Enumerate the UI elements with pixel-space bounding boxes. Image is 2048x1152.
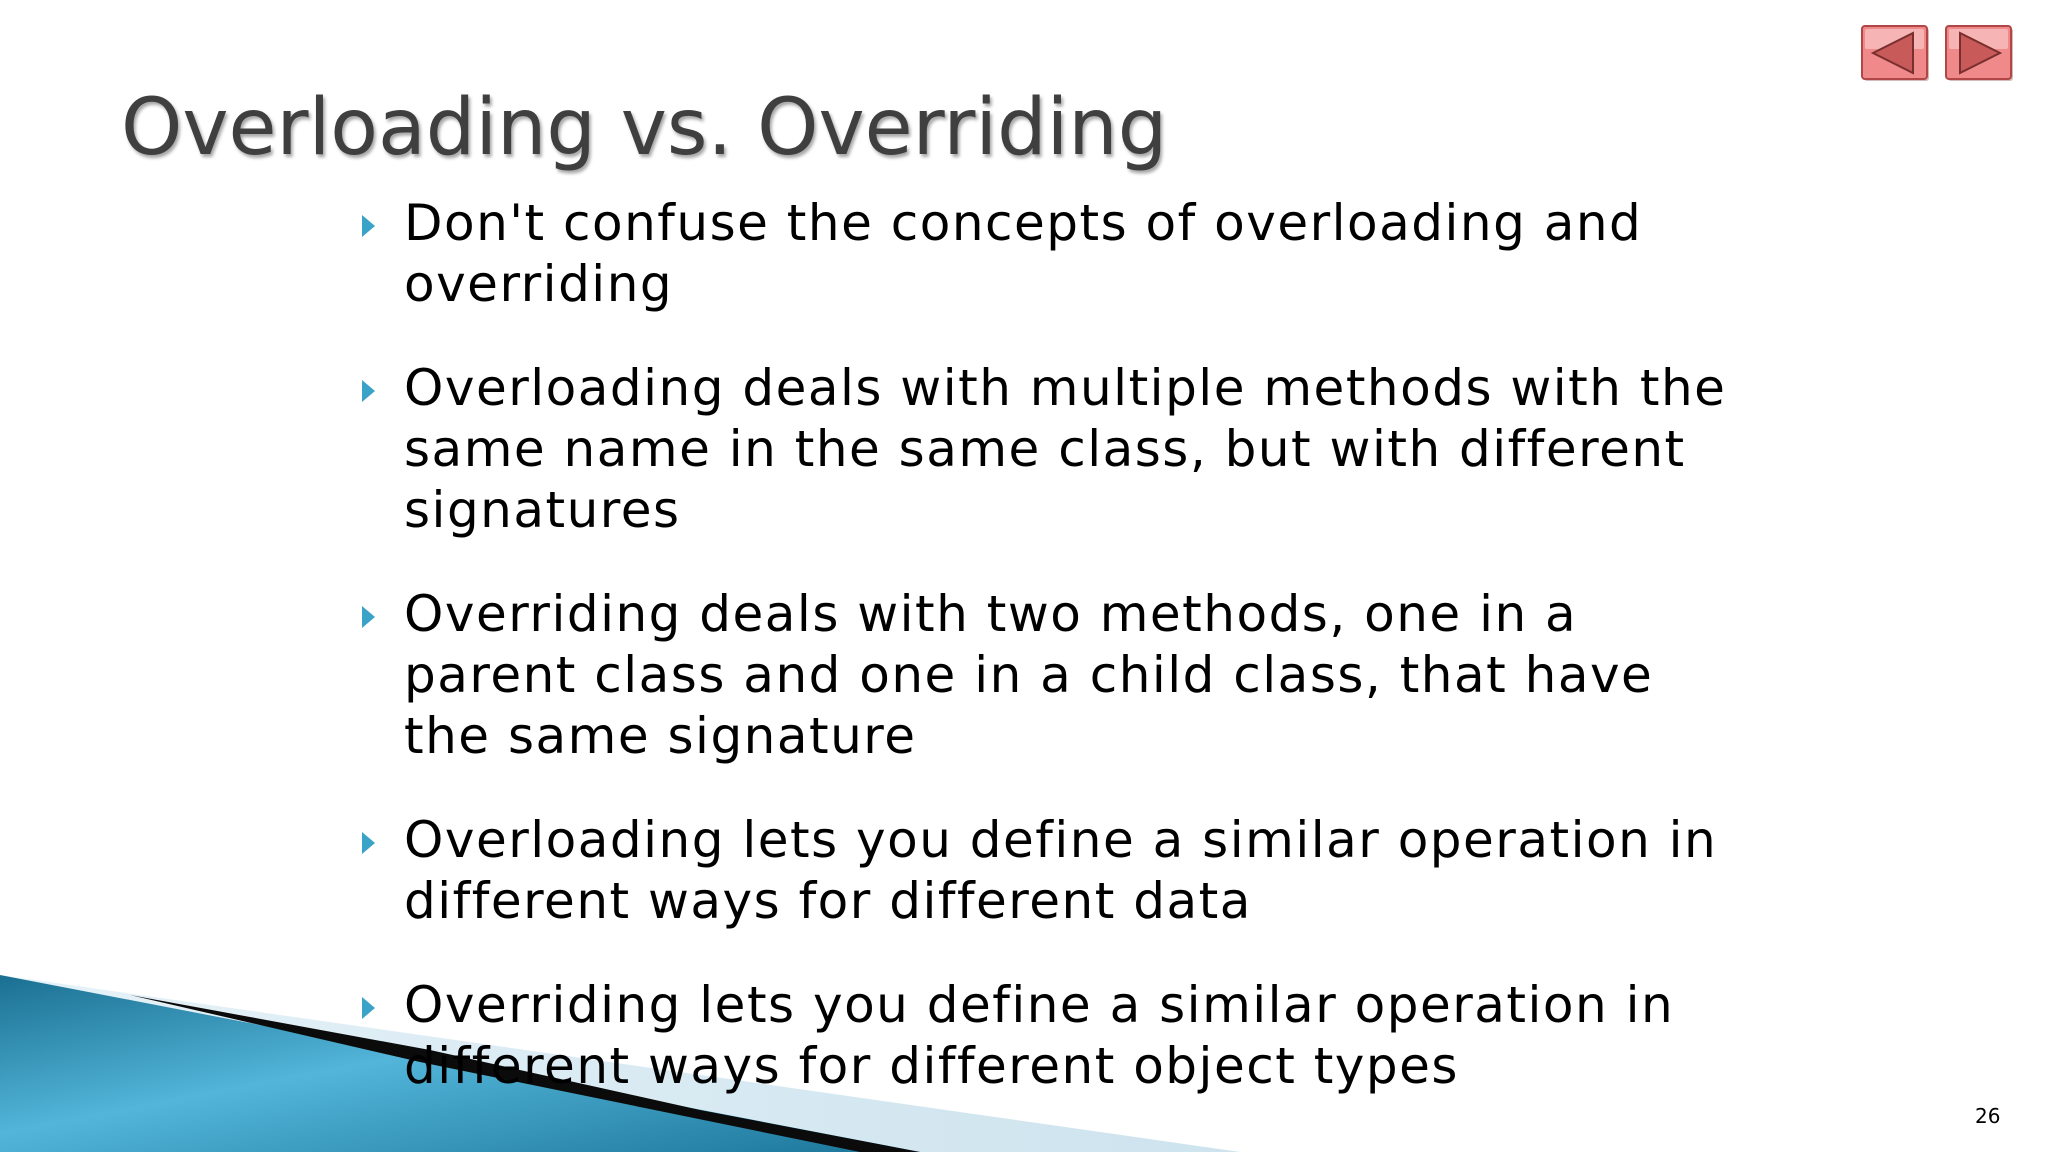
bullet-text: Overloading deals with multiple methods with the same name in the same class, but with different signatures xyxy=(404,359,1727,539)
bullet-item xyxy=(356,358,1744,541)
bullet-item xyxy=(356,584,1744,767)
bullet-item xyxy=(356,810,1744,932)
bullet-triangle-icon xyxy=(362,832,375,854)
bullet-triangle-icon xyxy=(362,606,375,628)
previous-slide-button[interactable] xyxy=(1861,25,1932,84)
bullet-text: Overriding deals with two methods, one in a parent class and one in a child class, that have the same signature xyxy=(404,585,1654,765)
bullet-text: Don't confuse the concepts of overloading and overriding xyxy=(404,194,1643,313)
triangle-left-icon xyxy=(1861,25,1932,84)
slide-title: Overloading vs. Overriding xyxy=(121,83,1168,173)
triangle-right-icon xyxy=(1945,25,2016,84)
bullet-item xyxy=(356,193,1744,315)
bullet-triangle-icon xyxy=(362,380,375,402)
next-slide-button[interactable] xyxy=(1945,25,2016,84)
bullet-item xyxy=(356,975,1744,1097)
bullet-list xyxy=(356,193,1756,1140)
bullet-text: Overriding lets you define a similar operation in different ways for different object types xyxy=(404,976,1675,1095)
bullet-text: Overloading lets you define a similar operation in different ways for different data xyxy=(404,811,1718,930)
slide-number: 26 xyxy=(1975,1104,2001,1128)
bullet-triangle-icon xyxy=(362,215,375,237)
bullet-triangle-icon xyxy=(362,997,375,1019)
